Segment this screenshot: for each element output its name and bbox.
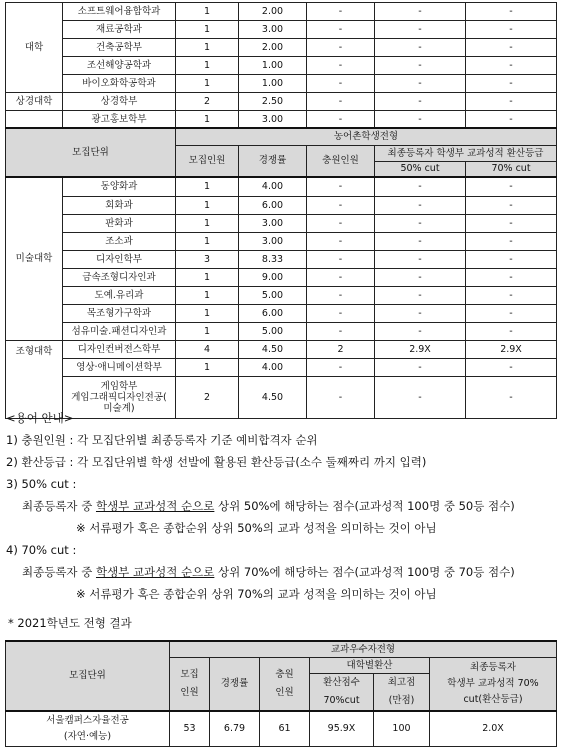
header-track: 교과우수자전형 <box>170 641 557 657</box>
rate-cell: 3.00 <box>239 111 307 129</box>
cut50-cell: - <box>375 3 466 21</box>
header-rate: 경쟁률 <box>239 145 307 177</box>
rate-cell: 3.00 <box>239 232 307 250</box>
college-cell: 대학 <box>6 3 63 93</box>
filled-cell: - <box>307 93 375 111</box>
rate-cell: 6.00 <box>239 304 307 322</box>
note-4-caveat: ※ 서류평가 혹은 종합순위 상위 70%의 교과 성적을 의미하는 것이 아님 <box>76 587 437 601</box>
unit-cell: 회화과 <box>63 196 176 214</box>
table-row <box>6 250 557 268</box>
rate-cell: 4.50 <box>239 340 307 358</box>
note-3-detail <box>6 495 556 517</box>
count-cell: 1 <box>176 358 239 376</box>
table-row <box>6 93 557 111</box>
header-count: 모집인원 <box>176 145 239 177</box>
college-cell: 상경대학 <box>6 93 63 111</box>
count-cell: 1 <box>176 286 239 304</box>
header-unit: 모집단위 <box>6 641 170 711</box>
unit-cell: 동양화과 <box>63 177 176 196</box>
table-row <box>6 286 557 304</box>
max-score-cell: 100 <box>374 711 430 747</box>
unit-cell: 도예.유리과 <box>63 286 176 304</box>
count-cell: 1 <box>176 3 239 21</box>
header-track: 농어촌학생전형 <box>176 128 557 145</box>
table-row <box>6 3 557 21</box>
note-3-pre: 최종등록자 중 <box>22 499 96 513</box>
note-3: 3) 50% cut : <box>6 477 77 491</box>
cut50-cell: - <box>375 250 466 268</box>
cut70-cell: - <box>466 196 557 214</box>
rate-cell: 9.00 <box>239 268 307 286</box>
cut70-cell: - <box>466 358 557 376</box>
count-cell: 1 <box>176 214 239 232</box>
header-unit: 모집단위 <box>6 128 176 177</box>
filled-cell: - <box>307 196 375 214</box>
table-results-1 <box>5 2 557 129</box>
table-row <box>6 711 557 747</box>
table-results-2021 <box>5 640 557 747</box>
cut50-cell: - <box>375 39 466 57</box>
cut70-cell: - <box>466 322 557 340</box>
cut50-cell: - <box>375 111 466 129</box>
count-cell: 1 <box>176 268 239 286</box>
conv-score-cell: 95.9X <box>310 711 374 747</box>
filled-cell: - <box>307 304 375 322</box>
table-row <box>6 340 557 358</box>
table-row <box>6 57 557 75</box>
filled-cell: - <box>307 111 375 129</box>
note-4-pre: 최종등록자 중 <box>22 565 96 579</box>
unit-cell: 영상·애니메이션학부 <box>63 358 176 376</box>
filled-cell: - <box>307 3 375 21</box>
cut70-cell: - <box>466 268 557 286</box>
filled-cell: - <box>307 39 375 57</box>
note-3-post: 상위 50%에 해당하는 점수(교과성적 100명 중 50등 점수) <box>214 499 515 513</box>
cut70-cell: - <box>466 232 557 250</box>
filled-cell: - <box>307 214 375 232</box>
table-row <box>6 358 557 376</box>
count-cell: 1 <box>176 39 239 57</box>
filled-cell: - <box>307 250 375 268</box>
count-cell: 1 <box>176 322 239 340</box>
note-4: 4) 70% cut : <box>6 543 77 557</box>
note-3-caveat: ※ 서류평가 혹은 종합순위 상위 50%의 교과 성적을 의미하는 것이 아님 <box>76 521 437 535</box>
filled-cell: - <box>307 177 375 196</box>
header-rate: 경쟁률 <box>210 657 260 711</box>
table-results-2 <box>5 127 557 419</box>
count-cell: 1 <box>176 196 239 214</box>
cut70-cell: - <box>466 177 557 196</box>
unit-cell: 상경학부 <box>63 93 176 111</box>
section-title: * 2021학년도 전형 결과 <box>8 616 132 630</box>
count-cell: 1 <box>176 232 239 250</box>
table-row <box>6 177 557 196</box>
filled-cell: - <box>307 358 375 376</box>
table-row <box>6 39 557 57</box>
rate-cell: 4.00 <box>239 177 307 196</box>
unit-cell: 디자인컨버전스학부 <box>63 340 176 358</box>
filled-cell: - <box>307 268 375 286</box>
cut50-cell: - <box>375 286 466 304</box>
rate-cell: 1.00 <box>239 57 307 75</box>
glossary-notes <box>6 407 556 605</box>
unit-cell: 광고홍보학부 <box>63 111 176 129</box>
table-row <box>6 21 557 39</box>
rate-cell: 6.00 <box>239 196 307 214</box>
count-cell: 3 <box>176 250 239 268</box>
rate-cell: 3.00 <box>239 21 307 39</box>
notes-title: <용어 안내> <box>6 411 74 425</box>
table-row <box>6 322 557 340</box>
count-cell: 2 <box>176 93 239 111</box>
rate-cell: 4.00 <box>239 358 307 376</box>
note-4-underline: 학생부 교과성적 순으로 <box>95 565 215 579</box>
filled-cell: 2 <box>307 340 375 358</box>
cut70-cell: - <box>466 250 557 268</box>
table-row <box>6 214 557 232</box>
cut50-cell: - <box>375 57 466 75</box>
unit-cell: 목조형가구학과 <box>63 304 176 322</box>
header-conv-score: 환산점수 70%cut <box>310 673 374 711</box>
cut70-cell: - <box>466 39 557 57</box>
note-4-detail <box>6 561 556 583</box>
table-row <box>6 196 557 214</box>
cut70-cell: - <box>466 111 557 129</box>
unit-cell: 소프트웨어융합학과 <box>63 3 176 21</box>
filled-cell: - <box>307 75 375 93</box>
rate-cell: 2.00 <box>239 3 307 21</box>
cut70-cell: - <box>466 93 557 111</box>
note-3-underline: 학생부 교과성적 순으로 <box>95 499 215 513</box>
cut50-cell: - <box>375 268 466 286</box>
header-cut50: 50% cut <box>375 161 466 177</box>
grade-cell: 2.0X <box>430 711 557 747</box>
cut70-cell: 2.9X <box>466 340 557 358</box>
cut70-cell: - <box>466 21 557 39</box>
filled-cell: - <box>307 232 375 250</box>
unit-cell: 섬유미술.패션디자인과 <box>63 322 176 340</box>
header-cut70: 70% cut <box>466 161 557 177</box>
college-cell: 미술대학 <box>6 177 63 340</box>
cut50-cell: - <box>375 75 466 93</box>
cut50-cell: - <box>375 304 466 322</box>
cut50-cell: - <box>375 322 466 340</box>
count-cell: 4 <box>176 340 239 358</box>
count-cell: 1 <box>176 111 239 129</box>
filled-cell: - <box>307 286 375 304</box>
cut70-cell: - <box>466 214 557 232</box>
cut50-cell: - <box>375 177 466 196</box>
header-max-score: 최고점 (만점) <box>374 673 430 711</box>
count-cell: 1 <box>176 75 239 93</box>
count-cell: 1 <box>176 57 239 75</box>
filled-cell: 61 <box>260 711 310 747</box>
unit-cell: 재료공학과 <box>63 21 176 39</box>
note-2: 2) 환산등급 : 각 모집단위별 학생 선발에 활용된 환산등급(소수 둘째짜리 까지 입력) <box>6 455 427 469</box>
cut50-cell: - <box>375 214 466 232</box>
header-grade: 최종등록자 학생부 교과성적 환산등급 <box>375 145 557 161</box>
count-cell: 1 <box>176 177 239 196</box>
count-cell: 1 <box>176 21 239 39</box>
table-row <box>6 304 557 322</box>
cut70-cell: - <box>466 57 557 75</box>
note-4-post: 상위 70%에 해당하는 점수(교과성적 100명 중 70등 점수) <box>214 565 515 579</box>
note-1: 1) 충원인원 : 각 모집단위별 최종등록자 기준 예비합격자 순위 <box>6 433 318 447</box>
cut70-cell: - <box>466 286 557 304</box>
filled-cell: - <box>307 21 375 39</box>
filled-cell: - <box>307 376 375 418</box>
count-cell: 2 <box>176 376 239 418</box>
unit-cell: 금속조형디자인과 <box>63 268 176 286</box>
table-row <box>6 268 557 286</box>
header-filled: 충원 인원 <box>260 657 310 711</box>
unit-cell: 조소과 <box>63 232 176 250</box>
cut50-cell: - <box>375 358 466 376</box>
unit-cell: 디자인학부 <box>63 250 176 268</box>
rate-cell: 2.50 <box>239 93 307 111</box>
rate-cell: 5.00 <box>239 286 307 304</box>
header-conversion: 대학별환산 <box>310 657 430 673</box>
table-row <box>6 232 557 250</box>
cut50-cell: 2.9X <box>375 340 466 358</box>
cut50-cell: - <box>375 93 466 111</box>
cut70-cell: - <box>466 304 557 322</box>
rate-cell: 6.79 <box>210 711 260 747</box>
college-cell <box>6 111 63 129</box>
table-row <box>6 75 557 93</box>
unit-cell: 서울캠퍼스자율전공 (자연·예능) <box>6 711 170 747</box>
rate-cell: 1.00 <box>239 75 307 93</box>
cut50-cell: - <box>375 21 466 39</box>
table-row <box>6 111 557 129</box>
rate-cell: 4.50 <box>239 376 307 418</box>
cut70-cell: - <box>466 3 557 21</box>
count-cell: 53 <box>170 711 210 747</box>
cut50-cell: - <box>375 232 466 250</box>
header-grade: 최종등록자 학생부 교과성적 70% cut(환산등급) <box>430 657 557 711</box>
college-cell: 조형대학 <box>6 340 63 418</box>
rate-cell: 2.00 <box>239 39 307 57</box>
header-filled: 충원인원 <box>307 145 375 177</box>
cut50-cell: - <box>375 196 466 214</box>
cut50-cell: - <box>375 376 466 418</box>
unit-cell: 게임학부 게임그래픽디자인전공( 미술계) <box>63 376 176 418</box>
header-count: 모집 인원 <box>170 657 210 711</box>
rate-cell: 3.00 <box>239 214 307 232</box>
cut70-cell: - <box>466 75 557 93</box>
rate-cell: 5.00 <box>239 322 307 340</box>
count-cell: 1 <box>176 304 239 322</box>
unit-cell: 판화과 <box>63 214 176 232</box>
filled-cell: - <box>307 322 375 340</box>
unit-cell: 건축공학부 <box>63 39 176 57</box>
unit-cell: 조선해양공학과 <box>63 57 176 75</box>
filled-cell: - <box>307 57 375 75</box>
unit-cell: 바이오화학공학과 <box>63 75 176 93</box>
rate-cell: 8.33 <box>239 250 307 268</box>
cut70-cell: - <box>466 376 557 418</box>
